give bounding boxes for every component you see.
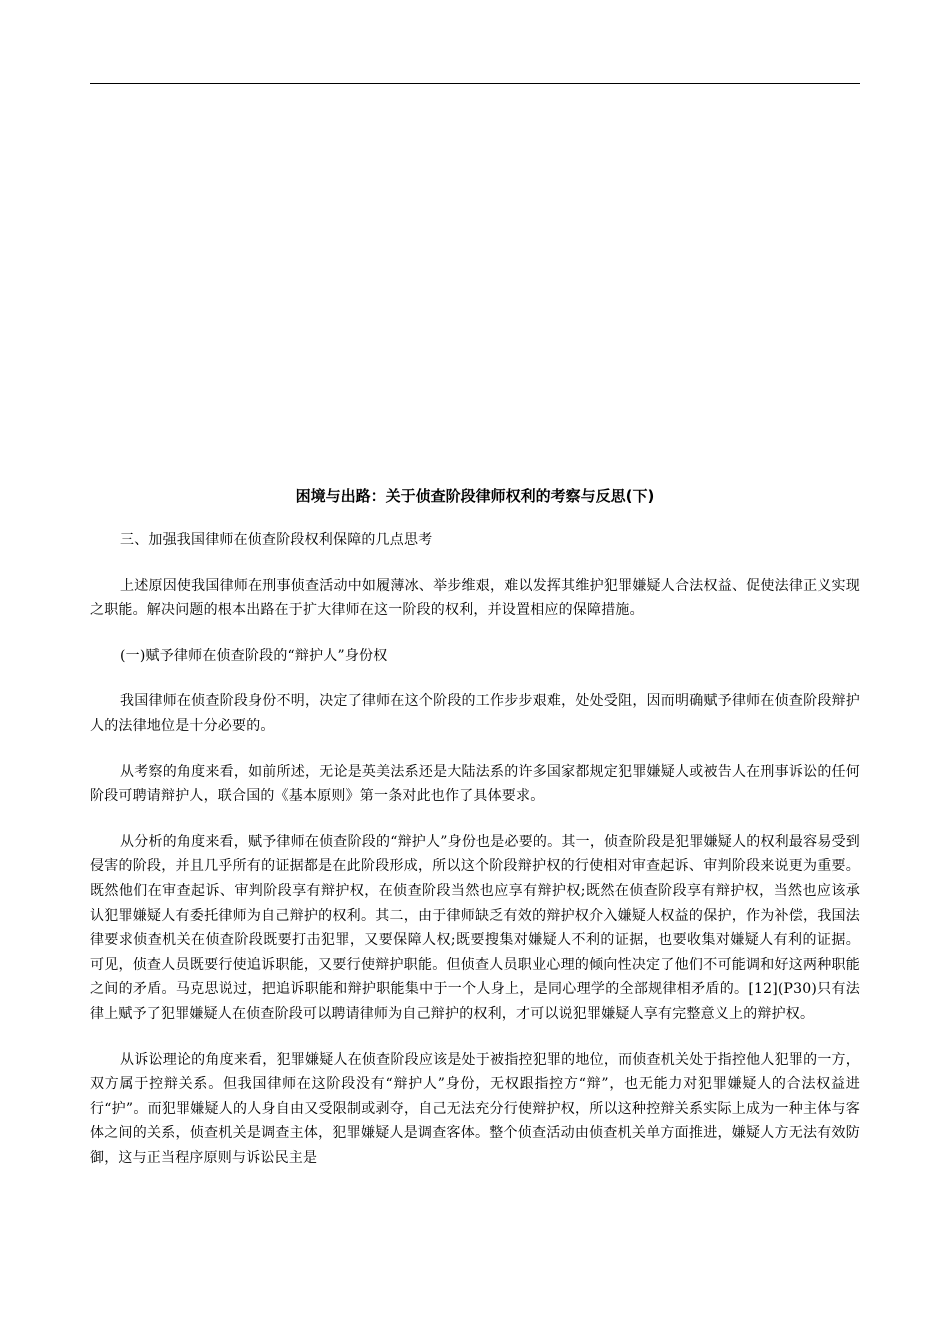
- subsection-heading: (一)赋予律师在侦查阶段的“辩护人”身份权: [120, 647, 388, 664]
- document-body: [90, 484, 860, 1191]
- paragraph: 从考察的角度来看，如前所述，无论是英美法系还是大陆法系的许多国家都规定犯罪嫌疑人或被告人在刑事诉讼的任何阶段可聘请辩护人，联合国的《基本原则》第一条对此也作了具体要求。: [90, 763, 860, 805]
- paragraph: 从分析的角度来看，赋予律师在侦查阶段的“辩护人”身份也是必要的。其一，侦查阶段是犯罪嫌疑人的权利最容易受到侵害的阶段，并且几乎所有的证据都是在此阶段形成，所以这个阶段辩护权的行使相对审查起诉、审判阶段来说更为重要。既然他们在审查起诉、审判阶段享有辩护权，在侦查阶段当然也应享有辩护权;既然在侦查阶段享有辩护权，当然也应该承认犯罪嫌疑人有委托律师为自己辩护的权利。其二，由于律师缺乏有效的辩护权介入嫌疑人权益的保护，作为补偿，我国法律要求侦查机关在侦查阶段既要打击犯罪，又要保障人权;既要搜集对嫌疑人不利的证据，也要收集对嫌疑人有利的证据。可见，侦查人员既要行使追诉职能，又要行使辩护职能。但侦查人员职业心理的倾向性决定了他们不可能调和好这两种职能之间的矛盾。马克思说过，把追诉职能和辩护职能集中于一个人身上，是同心理学的全部规律相矛盾的。[12](P30)只有法律上赋予了犯罪嫌疑人在侦查阶段可以聘请律师为自己辩护的权利，才可以说犯罪嫌疑人享有完整意义上的辩护权。: [90, 833, 860, 1022]
- document-title: 困境与出路：关于侦查阶段律师权利的考察与反思(下): [295, 487, 655, 505]
- paragraph: 从诉讼理论的角度来看，犯罪嫌疑人在侦查阶段应该是处于被指控犯罪的地位，而侦查机关处于指控他人犯罪的一方，双方属于控辩关系。但我国律师在这阶段没有“辩护人”身份，无权跟指控方“辩”，也无能力对犯罪嫌疑人的合法权益进行“护”。而犯罪嫌疑人的人身自由又受限制或剥夺，自己无法充分行使辩护权，所以这种控辩关系实际上成为一种主体与客体之间的关系，侦查机关是调查主体，犯罪嫌疑人是调查客体。整个侦查活动由侦查机关单方面推进，嫌疑人方无法有效防御，这与正当程序原则与诉讼民主是: [90, 1051, 860, 1166]
- paragraph: 我国律师在侦查阶段身份不明，决定了律师在这个阶段的工作步步艰难，处处受阻，因而明确赋予律师在侦查阶段辩护人的法律地位是十分必要的。: [90, 693, 860, 734]
- section-heading: 三、加强我国律师在侦查阶段权利保障的几点思考: [120, 532, 433, 548]
- header-rule: [90, 83, 860, 84]
- paragraph: 上述原因使我国律师在刑事侦查活动中如履薄冰、举步维艰，难以发挥其维护犯罪嫌疑人合法权益、促使法律正义实现之职能。解决问题的根本出路在于扩大律师在这一阶段的权利，并设置相应的保障措施。: [90, 577, 860, 619]
